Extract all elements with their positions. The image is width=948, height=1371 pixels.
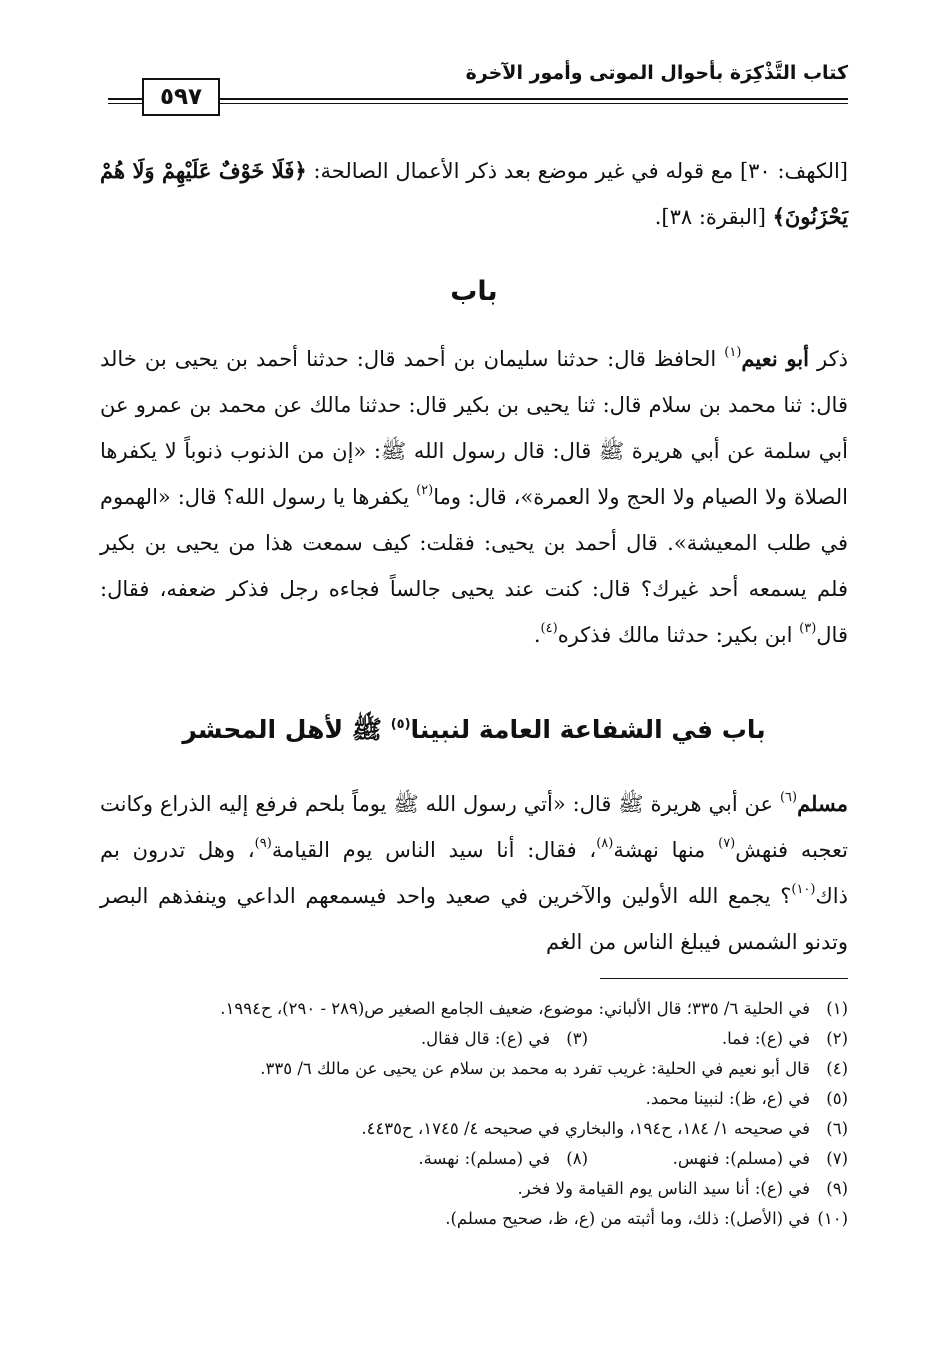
text: عن أبي هريرة ﷺ قال: «أتي رسول الله ﷺ يوماً بلحم فرفع إليه الذراع وكانت تعجبه فنهش: [100, 792, 848, 862]
footnote-1: [100, 994, 848, 1024]
text: ، فقال: أنا سيد الناس يوم القيامة: [271, 838, 597, 862]
page-number: ٥٩٧: [142, 78, 220, 116]
footnote-ref: (٣): [799, 621, 817, 636]
footnote-number: (٧): [826, 1149, 848, 1168]
footnote-5: [100, 1084, 848, 1114]
footnote-separator: [600, 978, 848, 979]
footnote-ref: (١): [724, 345, 742, 360]
footnote-4: [100, 1054, 848, 1084]
footnote-3: [421, 1024, 588, 1054]
footnote-number: (٣): [566, 1029, 588, 1048]
footnote-text: في صحيحه ١/ ١٨٤، ح١٩٤، والبخاري في صحيحه ٤/ ١٧٤٥، ح٤٤٣٥.: [361, 1119, 810, 1138]
footnote-text: في (ع): أنا سيد الناس يوم القيامة ولا فخر.: [517, 1179, 810, 1198]
footnote-row: [100, 1024, 848, 1054]
footnote-number: (٨): [566, 1149, 588, 1168]
text: منها نهشة: [613, 838, 719, 862]
footnote-number: (٦): [826, 1119, 848, 1138]
text: ، وهل تدرون بم ذاك: [100, 838, 848, 908]
running-header: [108, 62, 848, 118]
text: يكفرها يا رسول الله؟ قال: «الهموم في طلب المعيشة». قال أحمد بن يحيى: فقلت: كيف سمعت هذا من يحيى بن بكير فلم يسمعه أحد غيرك؟ قال: كنت عند يحيى جالساً فجاءه رجل فذكر ضعفه، فقال: قال: [100, 485, 848, 647]
footnote-text: في (مسلم): فنهس.: [672, 1149, 810, 1168]
footnote-10: [100, 1204, 848, 1234]
text: [الكهف: ٣٠] مع قوله في غير موضع بعد ذكر الأعمال الصالحة:: [306, 159, 848, 183]
footnote-9: [100, 1174, 848, 1204]
text: .: [533, 623, 541, 647]
footnote-2: [588, 1024, 848, 1054]
source-name: مسلم: [797, 791, 848, 816]
footnote-number: (٢): [826, 1029, 848, 1048]
footnote-number: (٩): [826, 1179, 848, 1198]
paragraph-3: [100, 781, 848, 965]
footnote-ref: (٥): [390, 717, 411, 732]
footnote-8: [418, 1144, 588, 1174]
footnote-number: (٤): [826, 1059, 848, 1078]
text: الحافظ قال: حدثنا سليمان بن أحمد قال: حدثنا أحمد بن يحيى بن خالد قال: ثنا محمد بن سلام قال: ثنا يحيى بن بكير قال: حدثنا مالك عن محمد بن عمرو عن أبي سلمة عن أبي هريرة ﷺ قال: قال رسول الله ﷺ: «إن من الذنوب ذنوباً لا يكفرها الصلاة ولا الصيام ولا الحج ولا العمرة»، قال: وما: [100, 347, 848, 509]
footnotes: [100, 994, 848, 1234]
footnote-number: (١٠): [817, 1209, 848, 1228]
text: [البقرة: ٣٨].: [654, 205, 773, 229]
footnote-text: في (ع): فما.: [721, 1029, 810, 1048]
heading-text: ﷺ لأهل المحشر: [182, 715, 391, 744]
footnote-text: قال أبو نعيم في الحلية: غريب تفرد به محمد بن سلام عن يحيى عن مالك ٦/ ٣٣٥.: [260, 1059, 810, 1078]
text: ذكر: [808, 347, 848, 371]
footnote-ref: (٨): [596, 836, 614, 851]
text: ابن بكير: حدثنا مالك فذكره: [557, 623, 800, 647]
footnote-number: (١): [826, 999, 848, 1018]
footnote-ref: (١٠): [791, 882, 816, 897]
heading-text: باب في الشفاعة العامة لنبينا: [410, 715, 766, 744]
chapter-heading-2: [100, 714, 848, 751]
paragraph-1: [100, 148, 848, 240]
narrator-name: أبو نعيم: [741, 346, 809, 371]
footnote-text: في الحلية ٦/ ٣٣٥؛ قال الألباني: موضوع، ضعيف الجامع الصغير ص(٢٨٩ - ٢٩٠)، ح١٩٩٤.: [220, 999, 810, 1018]
chapter-heading-1: باب: [450, 276, 498, 307]
footnote-number: (٥): [826, 1089, 848, 1108]
footnote-text: في (ع، ظ): لنبينا محمد.: [645, 1089, 810, 1108]
footnote-7: [588, 1144, 848, 1174]
footnote-ref: (٩): [254, 836, 272, 851]
footnote-ref: (٧): [718, 836, 736, 851]
footnote-6: [100, 1114, 848, 1144]
quran-verse: ﴿فَلَا خَوْفٌ عَلَيْهِمْ وَلَا هُمْ يَحْزَنُونَ﴾: [100, 158, 848, 229]
text: ؟ يجمع الله الأولين والآخرين في صعيد واحد فيسمعهم الداعي وينفذهم البصر وتدنو الشمس فيبلغ الناس من الغم: [100, 884, 848, 954]
footnote-ref: (٤): [540, 621, 558, 636]
paragraph-2: [100, 336, 848, 658]
footnote-ref: (٢): [416, 483, 434, 498]
footnote-text: في (الأصل): ذلك، وما أثبته من (ع، ظ، صحيح مسلم).: [445, 1209, 810, 1228]
footnote-text: في (مسلم): نهسة.: [418, 1149, 550, 1168]
book-title: كتاب التَّذْكِرَة بأحوال الموتى وأمور الآخرة: [465, 62, 848, 84]
footnote-text: في (ع): قال فقال.: [420, 1029, 550, 1048]
footnote-ref: (٦): [779, 790, 798, 805]
footnote-row: [100, 1144, 848, 1174]
